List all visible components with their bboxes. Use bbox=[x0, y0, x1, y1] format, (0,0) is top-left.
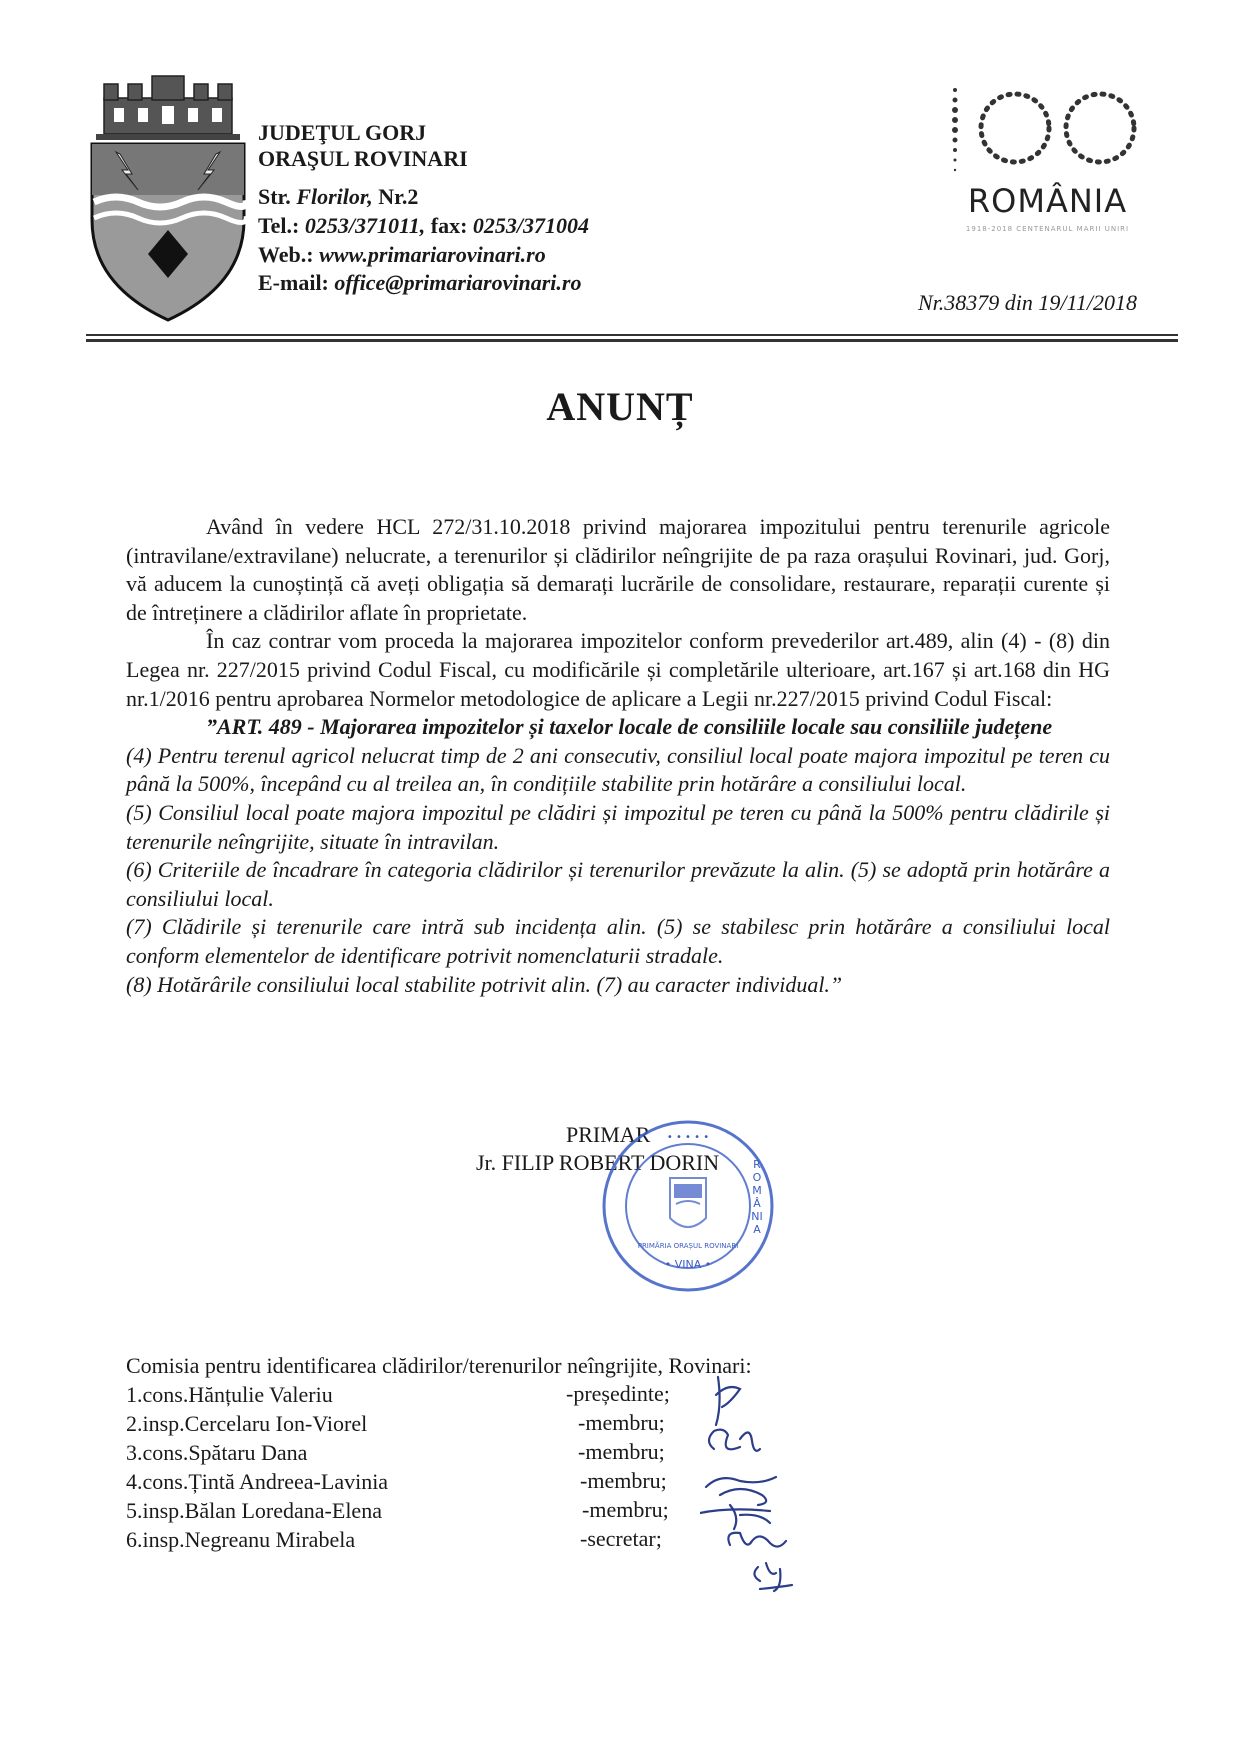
reference-number: Nr.38379 din 19/11/2018 bbox=[918, 290, 1138, 315]
handwritten-signatures-icon bbox=[700, 1355, 830, 1595]
centenary-tagline: 1918-2018 CENTENARUL MARII UNIRI bbox=[965, 225, 1130, 233]
commission-member-role: -membru; bbox=[582, 1497, 669, 1522]
web-label: Web.: bbox=[258, 242, 320, 267]
article-paragraph-4: (4) Pentru terenul agricol nelucrat timp de 2 ani consecutiv, consiliul local poate majora impozitul pe teren cu până la 500%, începând cu al treilea an, în condițiile stabilite prin hotărâre a consiliului local. bbox=[126, 742, 1110, 797]
commission-member-role: -președinte; bbox=[566, 1381, 670, 1406]
street-number: Nr.2 bbox=[372, 184, 419, 209]
commission-member-name: 3.cons.Spătaru Dana bbox=[126, 1440, 308, 1465]
mayor-name: Jr. FILIP ROBERT DORIN bbox=[476, 1150, 720, 1175]
mayor-title: PRIMAR bbox=[566, 1122, 651, 1147]
centenary-country: ROMÂNIA bbox=[967, 182, 1128, 220]
stamp-inner-text: PRIMĂRIA ORAȘUL ROVINARI bbox=[637, 1242, 739, 1250]
article-paragraph-8: (8) Hotărârile consiliului local stabilite potrivit alin. (7) au caracter individual.” bbox=[126, 971, 843, 997]
email-label: E-mail: bbox=[258, 270, 335, 295]
centenary-logo bbox=[935, 80, 1160, 240]
tel-label: Tel.: bbox=[258, 213, 305, 238]
fax-value: 0253/371004 bbox=[472, 213, 590, 238]
coat-of-arms-icon bbox=[86, 70, 250, 326]
article-paragraph-6: (6) Criteriile de încadrare în categoria clădirilor și terenurilor prevăzute la alin. (5) se adoptă prin hotărâre a consiliului local. bbox=[126, 857, 1110, 911]
stamp-ring-text: ROMÂNIA bbox=[751, 1158, 763, 1236]
commission-member-role: -secretar; bbox=[580, 1526, 662, 1551]
commission-member-name: 2.insp.Cercelaru Ion-Viorel bbox=[126, 1411, 368, 1436]
commission-member-role: -membru; bbox=[578, 1410, 665, 1435]
web-link[interactable]: www.primariarovinari.ro bbox=[319, 242, 546, 267]
commission-member-name: 6.insp.Negreanu Mirabela bbox=[126, 1527, 356, 1552]
article-heading: ”ART. 489 - Majorarea impozitelor și taxelor locale de consiliile locale sau consiliile județene bbox=[206, 714, 1053, 740]
official-stamp-icon bbox=[600, 1118, 776, 1294]
phone-fax-line bbox=[258, 213, 589, 239]
announcement-body bbox=[126, 513, 1110, 999]
svg-text:• VINA •: • VINA • bbox=[664, 1258, 712, 1271]
commission-member-role: -membru; bbox=[580, 1468, 667, 1493]
commission-member-name: 5.insp.Bălan Loredana-Elena bbox=[126, 1498, 382, 1523]
tel-value: 0253/371011, bbox=[304, 213, 426, 238]
paragraph-2: În caz contrar vom proceda la majorarea impozitelor conform prevederilor art.489, alin (4) - (8) din Legea nr. 227/2015 privind Codul Fiscal, cu modificările și completările ulterioare, art.167 și art.168 din HG nr.1/2016 pentru aprobarea Normelor metodologice de aplicare a Legii nr.227/2015 privind Codul Fiscal: bbox=[126, 628, 1110, 711]
email-line bbox=[258, 270, 581, 296]
address-line bbox=[258, 184, 418, 210]
svg-text:• • • • •: • • • • • bbox=[666, 1132, 710, 1143]
fax-label: fax: bbox=[425, 213, 473, 238]
centenary-100-icon bbox=[935, 80, 1160, 190]
commission-member-role: -membru; bbox=[578, 1439, 665, 1464]
commission-member-name: 4.cons.Țintă Andreea-Lavinia bbox=[126, 1469, 389, 1494]
commission-member-name: 1.cons.Hănțulie Valeriu bbox=[126, 1382, 333, 1407]
web-line bbox=[258, 242, 546, 268]
header-divider bbox=[86, 334, 1178, 336]
paragraph-1: Având în vedere HCL 272/31.10.2018 privind majorarea impozitului pentru terenurile agricole (intravilane/extravilane) nelucrate, a terenurilor și clădirilor neîngrijite de pa raza orașului Rovinari, jud. Gorj, vă aducem la cunoștință că aveți obligația să demarați lucrările de consolidare, restaurare, reparații curente și de întreținere a clădirilor aflate în proprietate. bbox=[126, 514, 1110, 625]
street-label: Str. bbox=[258, 184, 297, 209]
email-link[interactable]: office@primariarovinari.ro bbox=[334, 270, 582, 295]
article-paragraph-5: (5) Consiliul local poate majora impozitul pe clădiri și impozitul pe teren cu până la 500% pentru clădirile și terenurile neîngrijite, situate în intravilan. bbox=[126, 799, 1110, 854]
street-name: Florilor, bbox=[296, 184, 373, 209]
town-name: ORAŞUL ROVINARI bbox=[258, 146, 468, 171]
header-divider-thick bbox=[86, 339, 1178, 342]
commission-heading: Comisia pentru identificarea clădirilor/terenurilor neîngrijite, Rovinari: bbox=[126, 1353, 752, 1378]
article-paragraph-7: (7) Clădirile și terenurile care intră sub incidența alin. (5) se stabilesc prin hotărâre a consiliului local conform elementelor de identificare potrivit nomenclaturii stradale. bbox=[126, 914, 1110, 968]
page-title: ANUNȚ bbox=[546, 384, 694, 429]
county-name: JUDEŢUL GORJ bbox=[258, 120, 427, 145]
